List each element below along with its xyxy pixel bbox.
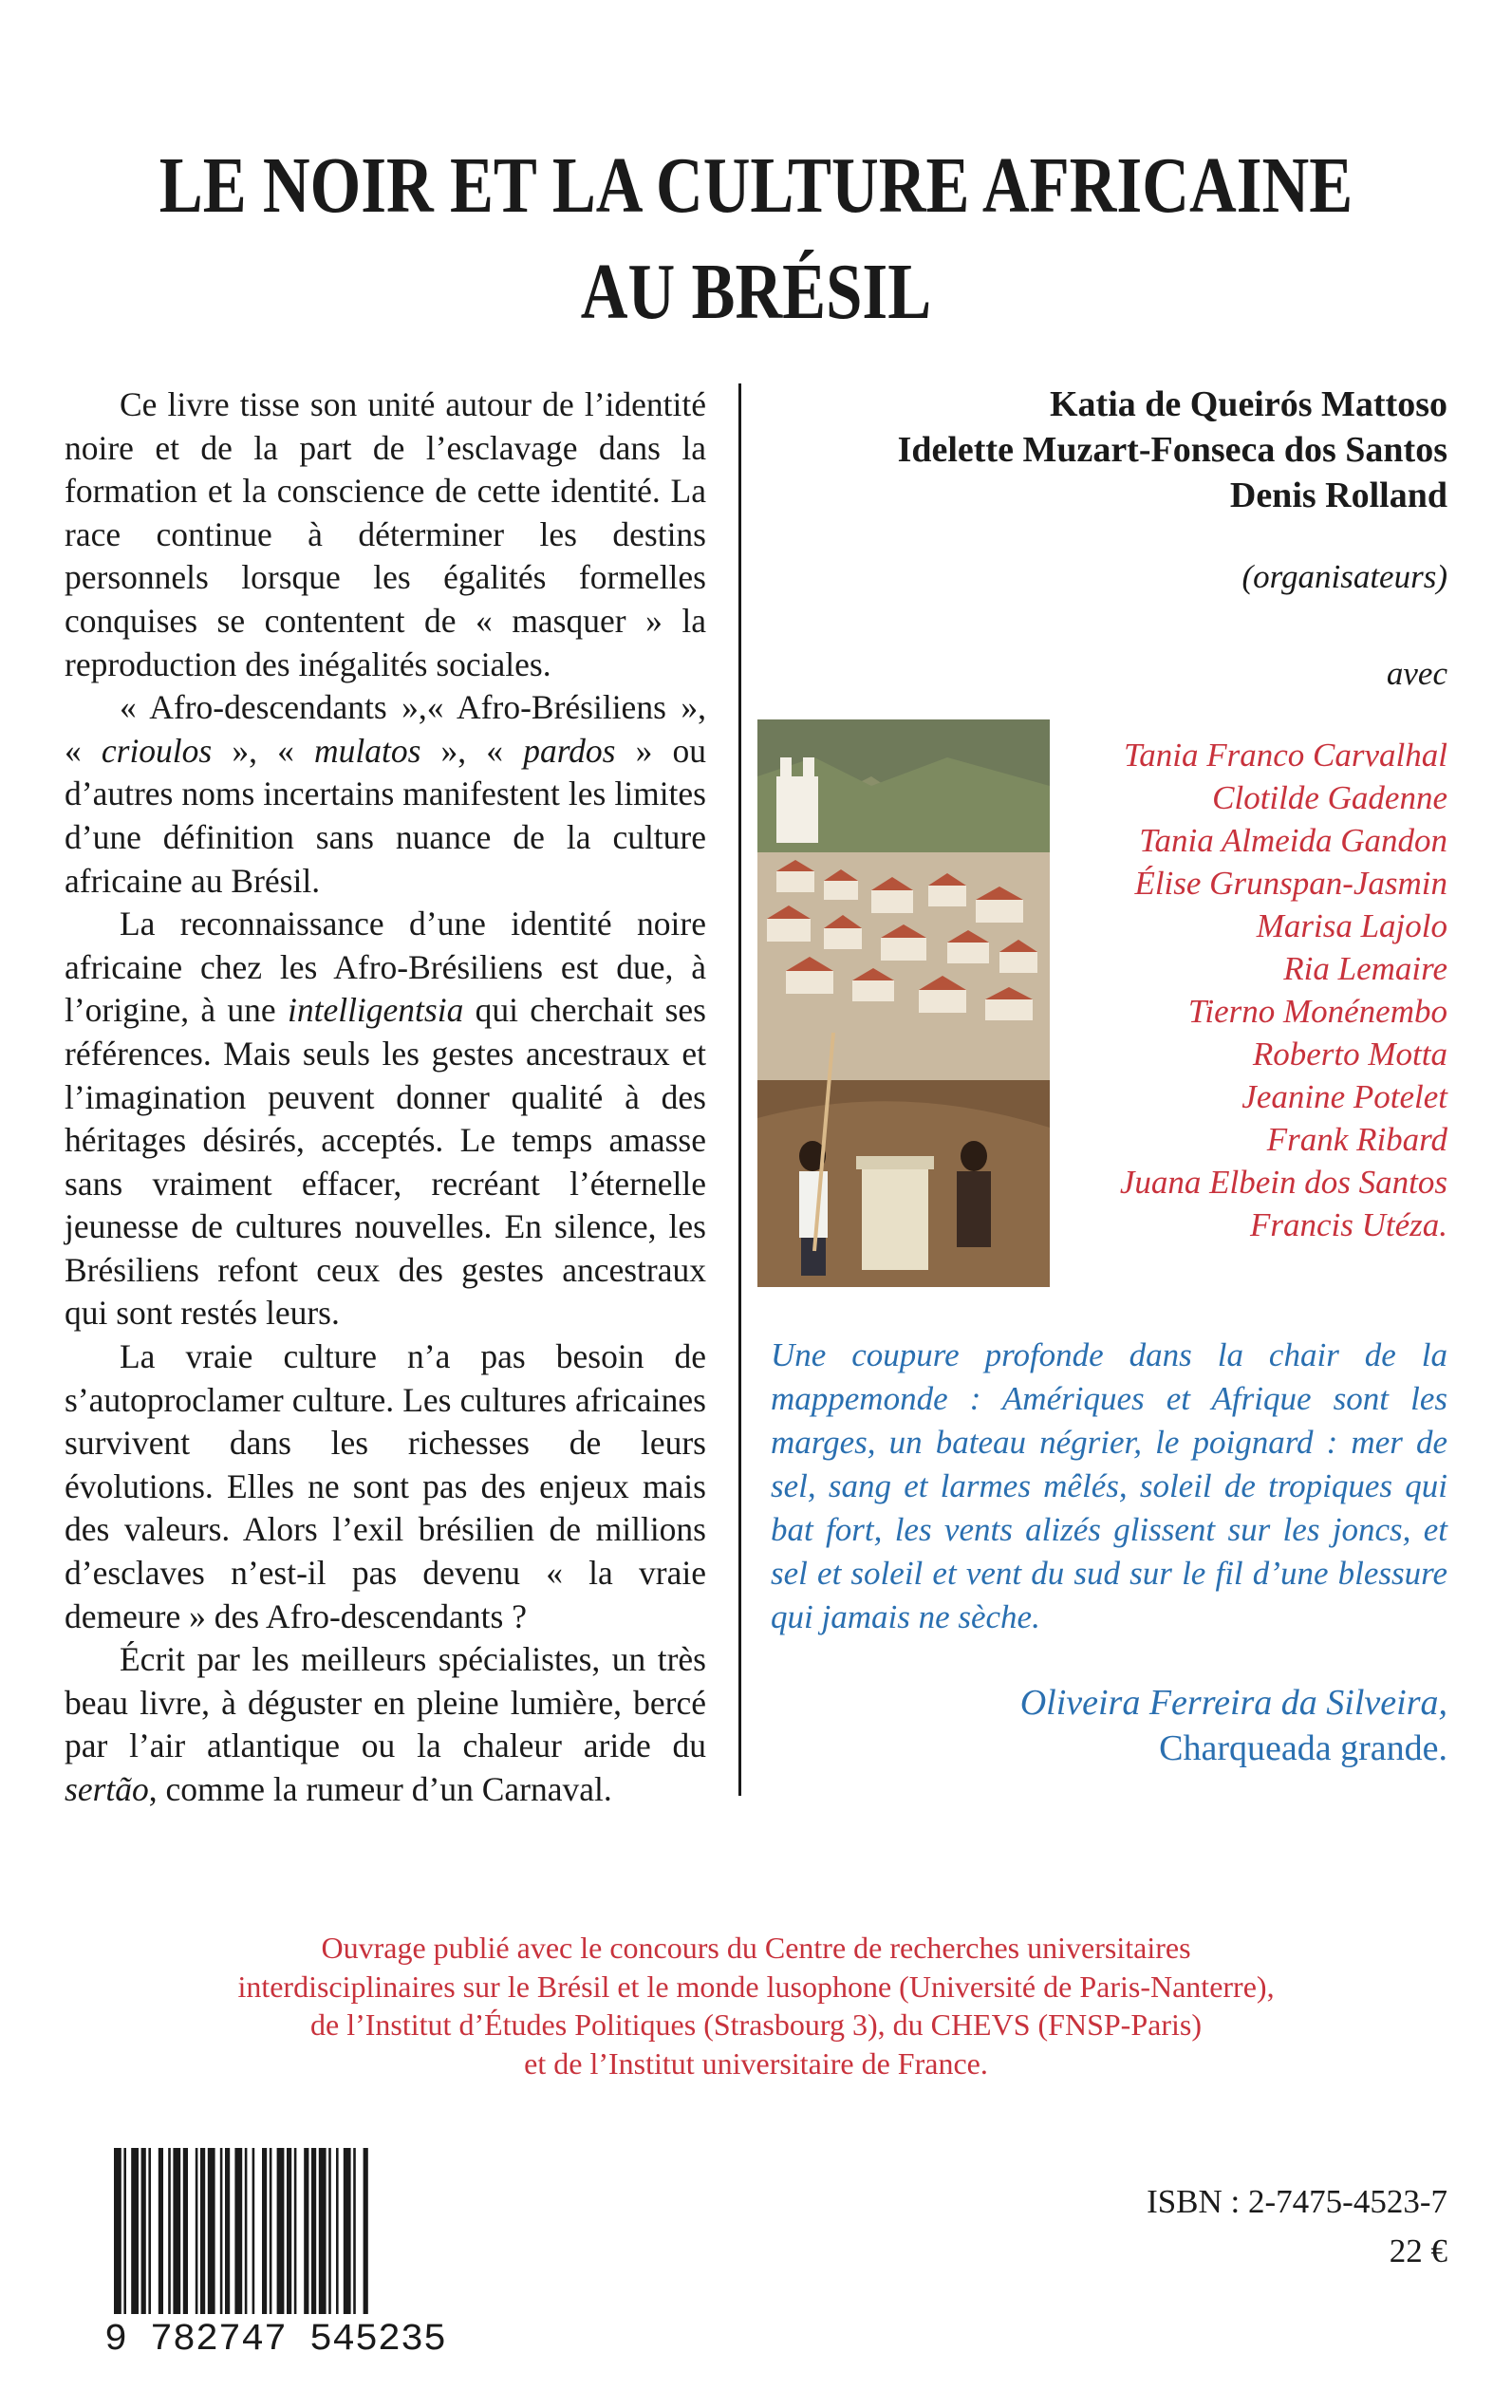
barcode-bar <box>252 2148 255 2314</box>
contributor: Tania Franco Carvalhal <box>1124 737 1447 774</box>
barcode-bar <box>344 2148 351 2314</box>
barcode-bar <box>200 2148 205 2314</box>
avec-label: avec <box>1386 655 1447 692</box>
contributor: Roberto Motta <box>1252 1036 1447 1073</box>
notice-line: Ouvrage publié avec le concours du Centre de recherches universitaires <box>321 1931 1191 1965</box>
notice-line: de l’Institut d’Études Politiques (Strasbourg 3), du CHEVS (FNSP-Paris) <box>310 2007 1202 2042</box>
barcode-bar <box>131 2148 139 2314</box>
contributor: Tania Almeida Gandon <box>1139 822 1447 859</box>
barcode-bar <box>353 2148 356 2314</box>
author-1: Katia de Queirós Mattoso <box>1049 384 1447 424</box>
blurb-paragraph-3: La reconnaissance d’une identité noire africaine chez les Afro-Brésiliens est due, à l’origine, à une intelligentsia qui cherchait ses références. Mais seuls les gestes ancestraux et l’imagination peuvent donner qualité à des héritages désirés, acceptés. Le temps amasse sans vraiment effacer, recréant l’éternelle jeunesse de cultures nouvelles. En silence, les Brésiliens refont ceux des gestes ancestraux qui sont restés leurs. <box>65 905 706 1333</box>
contributor: Marisa Lajolo <box>1256 907 1447 944</box>
blurb <box>65 383 706 1812</box>
barcode-bar <box>225 2148 230 2314</box>
title-line-2: AU BRÉSIL <box>580 248 932 336</box>
blurb-paragraph-4: La vraie culture n’a pas besoin de s’autoproclamer culture. Les cultures africaines survivent dans les richesses de leurs évolutions. Elles ne sont pas des enjeux mais des valeurs. Alors l’exil brésilien de millions d’esclaves n’est-il pas devenu « la vraie demeure » des Afro-descendants ? <box>65 1337 706 1635</box>
authors-role: (organisateurs) <box>1241 558 1447 595</box>
blurb-paragraph-2: « Afro-descendants »,« Afro-Brésiliens », « crioulos », « mulatos », « pardos » ou d’autres noms incertains manifestent les limites d’une définition sans nuance de la culture africaine au Brésil. <box>65 688 707 900</box>
barcode-icon <box>95 2148 456 2357</box>
barcode-bar <box>220 2148 223 2314</box>
quote-author: Oliveira Ferreira da Silveira, <box>1019 1683 1447 1723</box>
barcode-bar <box>336 2148 339 2314</box>
title-line-1: LE NOIR ET LA CULTURE AFRICAINE <box>159 141 1353 230</box>
barcode-bar <box>245 2148 248 2314</box>
contributor: Élise Grunspan-Jasmin <box>1134 865 1447 902</box>
barcode-bar <box>173 2148 180 2314</box>
barcode-bar <box>168 2148 171 2314</box>
contributor: Jeanine Potelet <box>1241 1078 1447 1115</box>
authors <box>783 382 1447 518</box>
barcode-bar <box>114 2148 121 2314</box>
blurb-paragraph-5: Écrit par les meilleurs spécialistes, un très beau livre, à déguster en pleine lumière, bercé par l’air atlantique ou la chaleur aride du sertão, comme la rumeur d’un Carnaval. <box>65 1640 706 1808</box>
barcode-bar <box>148 2148 151 2314</box>
barcode-bar <box>294 2148 297 2314</box>
publication-notice <box>0 1929 1512 2082</box>
author-2: Idelette Muzart-Fonseca dos Santos <box>897 430 1447 470</box>
barcode-bar <box>183 2148 188 2314</box>
barcode-bar <box>123 2148 126 2314</box>
barcode-bar <box>141 2148 146 2314</box>
contributor: Ria Lemaire <box>1283 950 1447 987</box>
barcode-bar <box>208 2148 215 2314</box>
barcode-bar <box>319 2148 327 2314</box>
barcode-bar <box>287 2148 291 2314</box>
contributor: Frank Ribard <box>1266 1121 1447 1158</box>
notice-line: et de l’Institut universitaire de France. <box>524 2045 988 2081</box>
notice-line: interdisciplinaires sur le Brésil et le monde lusophone (Université de Paris-Nanterre), <box>237 1969 1275 2004</box>
barcode-bar <box>196 2148 198 2314</box>
barcode-bar <box>311 2148 316 2314</box>
barcode-digits: 9 782747 545235 <box>103 2319 447 2357</box>
contributor: Juana Elbein dos Santos <box>1119 1164 1447 1201</box>
contributor: Tierno Monénembo <box>1187 993 1447 1030</box>
contributor: Clotilde Gadenne <box>1212 779 1447 816</box>
quote-attribution <box>1020 1680 1447 1771</box>
author-3: Denis Rolland <box>1229 476 1447 515</box>
barcode-bar <box>364 2148 368 2314</box>
barcode-bar <box>159 2148 163 2314</box>
barcode-bar <box>270 2148 272 2314</box>
barcode-bar <box>328 2148 331 2314</box>
barcode <box>95 2148 456 2357</box>
book-title <box>136 133 1375 345</box>
quote-work: Charqueada grande. <box>1159 1728 1447 1768</box>
price: 22 € <box>1389 2232 1447 2269</box>
blurb-paragraph-1: Ce livre tisse son unité autour de l’identité noire et de la part de l’esclavage dans la formation et la conscience de cette identité. La race continue à déterminer les destins personnels lorsque les égalités formelles conquises se contentent de « masquer » la reproduction des inégalités sociales. <box>65 385 706 683</box>
barcode-bar <box>262 2148 267 2314</box>
isbn: ISBN : 2-7475-4523-7 <box>1147 2183 1447 2220</box>
column-divider <box>738 383 741 1796</box>
contributors-list <box>992 734 1447 1246</box>
epigraph-quote: Une coupure profonde dans la chair de la mappemonde : Amériques et Afrique sont les marges, un bateau négrier, le poignard : mer de sel, sang et larmes mêlés, soleil de tropiques qui bat fort, les vents alizés glissent sur les joncs, et sel et soleil et vent du sud sur le fil d’une blessure qui jamais ne sèche. <box>771 1336 1447 1635</box>
barcode-bar <box>234 2148 242 2314</box>
barcode-bar <box>304 2148 308 2314</box>
barcode-bar <box>277 2148 285 2314</box>
contributor: Francis Utéza. <box>1249 1206 1447 1243</box>
